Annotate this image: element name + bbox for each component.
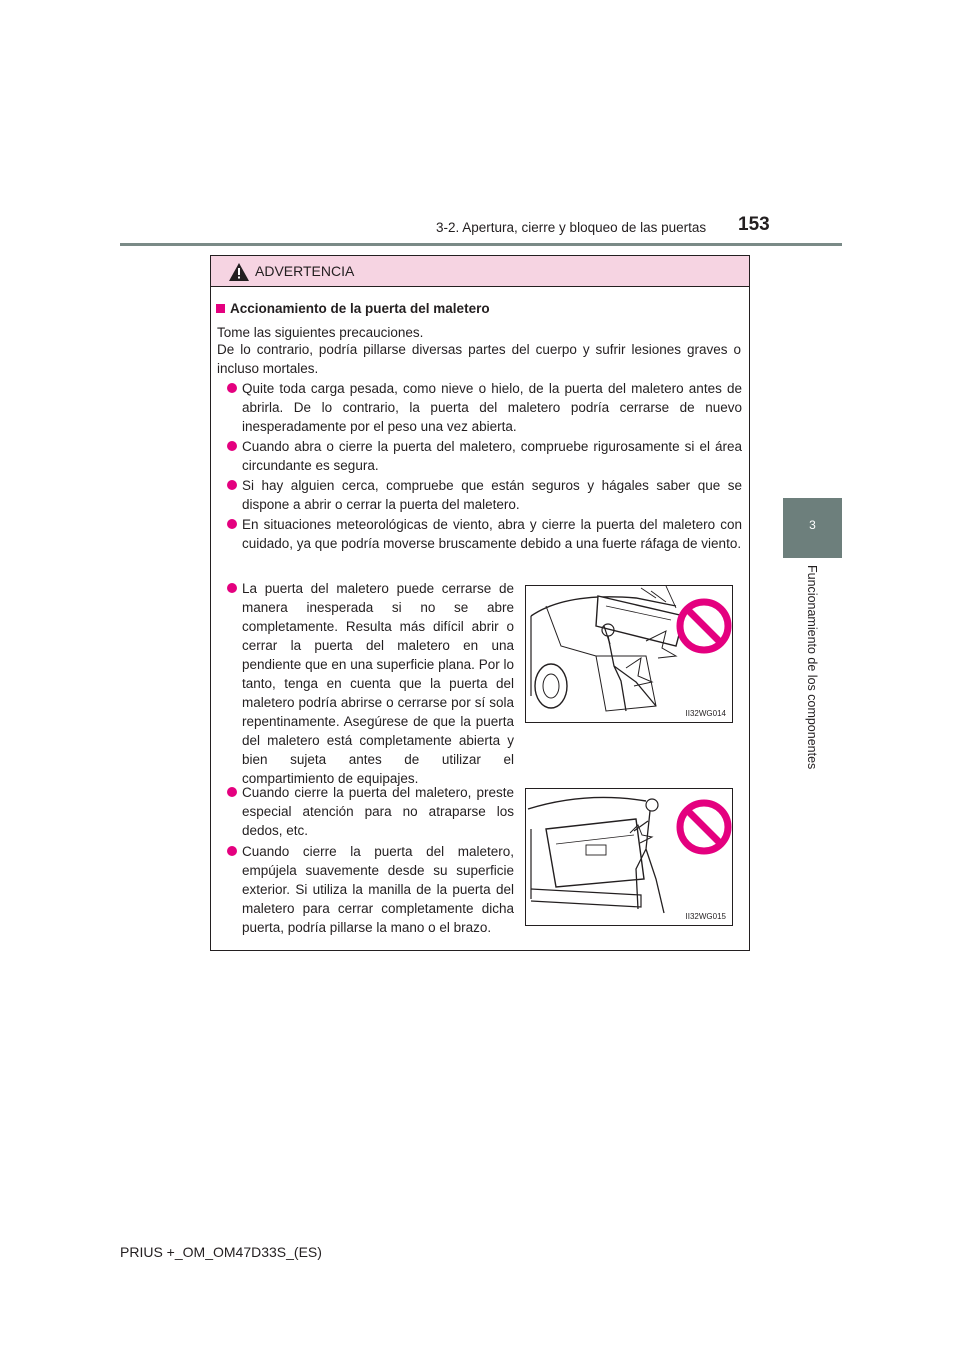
list-item: Cuando cierre la puerta del maletero, empújela suavemente desde su superficie exterior. Si utiliza la manilla de la puerta del maletero para cerrar completamente dicha puerta, podría pillarse la mano o el brazo. [242,842,514,937]
bullet-dot-icon [227,441,237,451]
bullet-dot-icon [227,519,237,529]
page-number: 153 [738,214,770,235]
warning-box [210,255,750,951]
intro-paragraph-1: Tome las siguientes precauciones. [217,325,424,340]
list-item: Quite toda carga pesada, como nieve o hielo, de la puerta del maletero antes de abrirla. De lo contrario, la puerta del maletero podría cerrarse de nuevo inesperadamente por el peso una vez abierta. [242,379,742,436]
figure-tailgate-wind [525,585,733,723]
bullet-dot-icon [227,583,237,593]
document-id: PRIUS +_OM_OM47D33S_(ES) [120,1244,322,1260]
chapter-tab [783,498,842,558]
figure-code: II32WG014 [685,709,726,718]
bullet-dot-icon [227,480,237,490]
header-rule [120,243,842,246]
figure-code: II32WG015 [685,912,726,921]
warning-header [211,256,749,287]
chapter-tab-number: 3 [809,518,816,532]
figure-illustration [526,789,732,925]
warning-title: ADVERTENCIA [255,263,355,279]
list-item: Cuando cierre la puerta del maletero, preste especial atención para no atraparse los dedos, etc. [242,783,514,840]
list-item: Si hay alguien cerca, compruebe que están seguros y hágales saber que se dispone a abrir o cerrar la puerta del maletero. [242,476,742,514]
list-item: Cuando abra o cierre la puerta del maletero, compruebe rigurosamente si el área circundante es segura. [242,437,742,475]
bullet-dot-icon [227,846,237,856]
figure-illustration [526,586,732,722]
section-square-icon [216,304,225,313]
section-title [216,301,490,316]
list-item: En situaciones meteorológicas de viento, abra y cierre la puerta del maletero con cuidado, ya que podría moverse bruscamente debido a una fuerte ráfaga de viento. [242,515,742,553]
warning-triangle-icon [229,263,249,281]
chapter-tab-label: Funcionamiento de los componentes [805,565,819,770]
intro-paragraph-2: De lo contrario, podría pillarse diversas partes del cuerpo y sufrir lesiones graves o incluso mortales. [217,342,741,376]
section-heading: 3-2. Apertura, cierre y bloqueo de las puertas [436,220,707,235]
bullet-dot-icon [227,383,237,393]
section-title-text: Accionamiento de la puerta del maletero [230,301,490,316]
list-item: La puerta del maletero puede cerrarse de manera inesperada si no se abre completamente. Resulta más difícil abrir o cerrar la puerta del maletero en una pendiente que en una superficie plana. Por lo tanto, tenga en cuenta que la puerta del maletero podría abrirse o cerrarse por sí sola repentinamente. Asegúrese de que la puerta del maletero está completamente abierta y bien sujeta antes de utilizar el compartimiento de equipajes. [242,579,514,788]
bullet-dot-icon [227,787,237,797]
figure-tailgate-close [525,788,733,926]
